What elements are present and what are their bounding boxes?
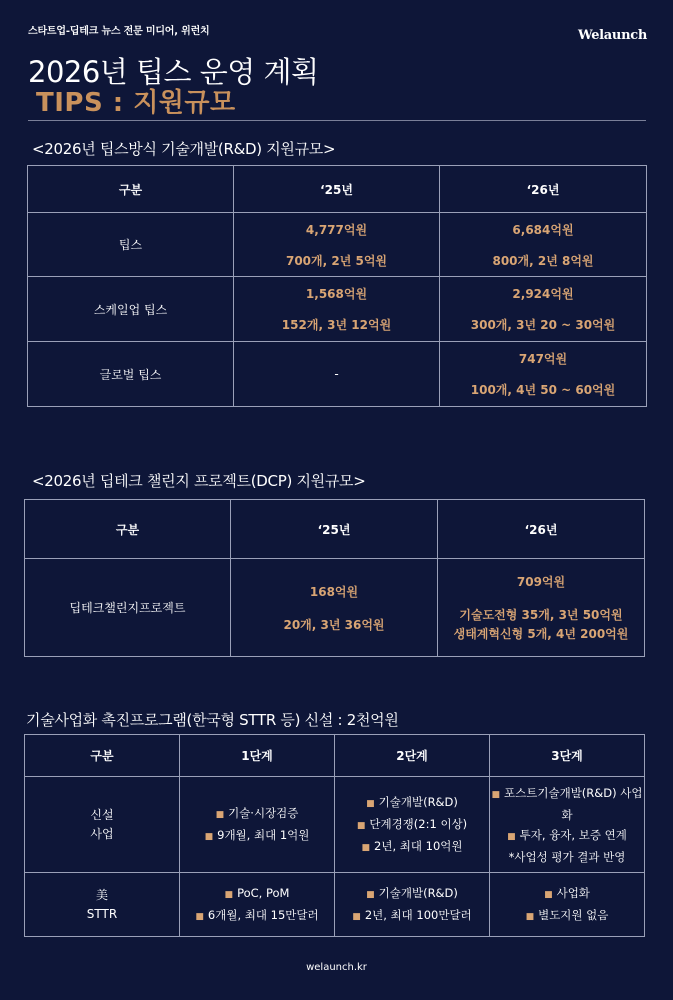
- table-row: [28, 342, 647, 407]
- tagline: 스타트업-딥테크 뉴스 전문 미디어, 위런치: [28, 26, 210, 37]
- tips-table: [27, 165, 647, 407]
- sttr-table: [24, 734, 645, 937]
- table-row: [25, 559, 645, 657]
- detail: 20개, 3년 36억원: [283, 617, 385, 632]
- brand-logo: Welaunch: [577, 28, 647, 43]
- cell-2025: [231, 559, 438, 657]
- header-2025: ‘25년: [231, 500, 438, 559]
- cell-stage2: [335, 873, 490, 937]
- amount: 4,777억원: [305, 222, 368, 237]
- bullet-text: 기술·시장검증: [228, 805, 299, 820]
- detail: 기술도전형 35개, 3년 50억원: [459, 608, 623, 622]
- table-row: [28, 277, 647, 342]
- bullet-text: 별도지원 없음: [538, 907, 609, 922]
- header-stage2: 2단계: [335, 735, 490, 777]
- square-bullet-icon: ■: [507, 831, 516, 842]
- amount: 709억원: [516, 575, 566, 589]
- bullet-text: 6개월, 최대 15만달러: [207, 907, 319, 922]
- table-header-row: [28, 166, 647, 213]
- cell-2026: [440, 342, 647, 407]
- cell-stage1: [180, 873, 335, 937]
- square-bullet-icon: ■: [491, 789, 501, 800]
- row-label-line: 신설: [90, 807, 114, 822]
- bullet-text: 기술개발(R&D): [378, 794, 458, 809]
- square-bullet-icon: ■: [544, 889, 553, 900]
- row-label: 팁스: [28, 213, 234, 277]
- amount: 168억원: [309, 584, 359, 599]
- row-label-line: STTR: [86, 906, 118, 921]
- detail: 152개, 3년 12억원: [281, 318, 392, 332]
- square-bullet-icon: ■: [366, 798, 375, 809]
- note-text: *사업성 평가 결과 반영: [508, 849, 626, 864]
- detail: 700개, 2년 5억원: [285, 253, 388, 268]
- bullet-text: 투자, 융자, 보증 연계: [519, 827, 627, 842]
- header-category: 구분: [25, 500, 231, 559]
- bullet-text: 단계경쟁(2:1 이상): [369, 816, 468, 831]
- row-label: 딥테크챌린지프로젝트: [25, 559, 231, 657]
- section2-title: <2026년 딥테크 챌린지 프로젝트(DCP) 지원규모>: [32, 472, 366, 490]
- header-2026: ‘26년: [440, 166, 647, 213]
- footer-url: welaunch.kr: [306, 962, 367, 973]
- square-bullet-icon: ■: [195, 911, 204, 922]
- detail: 100개, 4년 50 ~ 60억원: [470, 383, 616, 397]
- cell-2025: [234, 277, 440, 342]
- bullet-text: 2년, 최대 100만달러: [364, 907, 472, 922]
- detail: 300개, 3년 20 ~ 30억원: [470, 318, 616, 332]
- header-category: 구분: [28, 166, 234, 213]
- square-bullet-icon: ■: [525, 911, 535, 922]
- bullet-text-wrap: 화: [561, 807, 573, 822]
- amount: 2,924억원: [512, 287, 574, 301]
- header-category: 구분: [25, 735, 180, 777]
- row-label: 스케일업 팁스: [28, 277, 234, 342]
- amount: 747억원: [518, 352, 568, 366]
- row-label-line: 사업: [90, 826, 114, 841]
- square-bullet-icon: ■: [215, 809, 225, 820]
- cell-2026: [440, 213, 647, 277]
- bullet-text: 기술개발(R&D): [378, 885, 458, 900]
- square-bullet-icon: ■: [361, 842, 371, 853]
- square-bullet-icon: ■: [224, 889, 234, 900]
- header-2025: ‘25년: [234, 166, 440, 213]
- bullet-text: PoC, PoM: [237, 885, 290, 900]
- page-subtitle: TIPS : 지원규모: [36, 88, 236, 118]
- square-bullet-icon: ■: [366, 889, 375, 900]
- cell-stage2: [335, 777, 490, 873]
- cell-2025: [234, 213, 440, 277]
- cell-stage3: [490, 777, 645, 873]
- bullet-text: 2년, 최대 10억원: [374, 838, 463, 853]
- bullet-text: 포스트기술개발(R&D) 사업: [504, 785, 643, 800]
- header-stage1: 1단계: [180, 735, 335, 777]
- table-row: [25, 873, 645, 937]
- table-row: [28, 213, 647, 277]
- detail: 800개, 2년 8억원: [492, 253, 594, 268]
- cell-2026: [440, 277, 647, 342]
- header-2026: ‘26년: [438, 500, 645, 559]
- row-label: [25, 873, 180, 937]
- square-bullet-icon: ■: [204, 831, 214, 842]
- title-divider: [28, 120, 646, 121]
- row-label: [25, 777, 180, 873]
- bullet-text: 9개월, 최대 1억원: [217, 827, 310, 842]
- amount: 6,684억원: [512, 222, 574, 237]
- cell-2025: -: [234, 342, 440, 407]
- section1-title: <2026년 팁스방식 기술개발(R&D) 지원규모>: [32, 140, 336, 158]
- page-title: 2026년 팁스 운영 계획: [28, 55, 319, 89]
- cell-stage1: [180, 777, 335, 873]
- cell-2026: [438, 559, 645, 657]
- bullet-text: 사업화: [556, 885, 590, 900]
- cell-stage3: [490, 873, 645, 937]
- amount: 1,568억원: [305, 287, 368, 301]
- row-label-line: 美: [95, 887, 108, 902]
- table-row: [25, 777, 645, 873]
- table-header-row: [25, 735, 645, 777]
- row-label: 글로벌 팁스: [28, 342, 234, 407]
- header-stage3: 3단계: [490, 735, 645, 777]
- dcp-table: [24, 499, 645, 657]
- square-bullet-icon: ■: [356, 820, 366, 831]
- square-bullet-icon: ■: [352, 911, 361, 922]
- table-header-row: [25, 500, 645, 559]
- detail: 생태계혁신형 5개, 4년 200억원: [453, 627, 629, 641]
- section3-title: 기술사업화 촉진프로그램(한국형 STTR 등) 신설 : 2천억원: [26, 711, 399, 729]
